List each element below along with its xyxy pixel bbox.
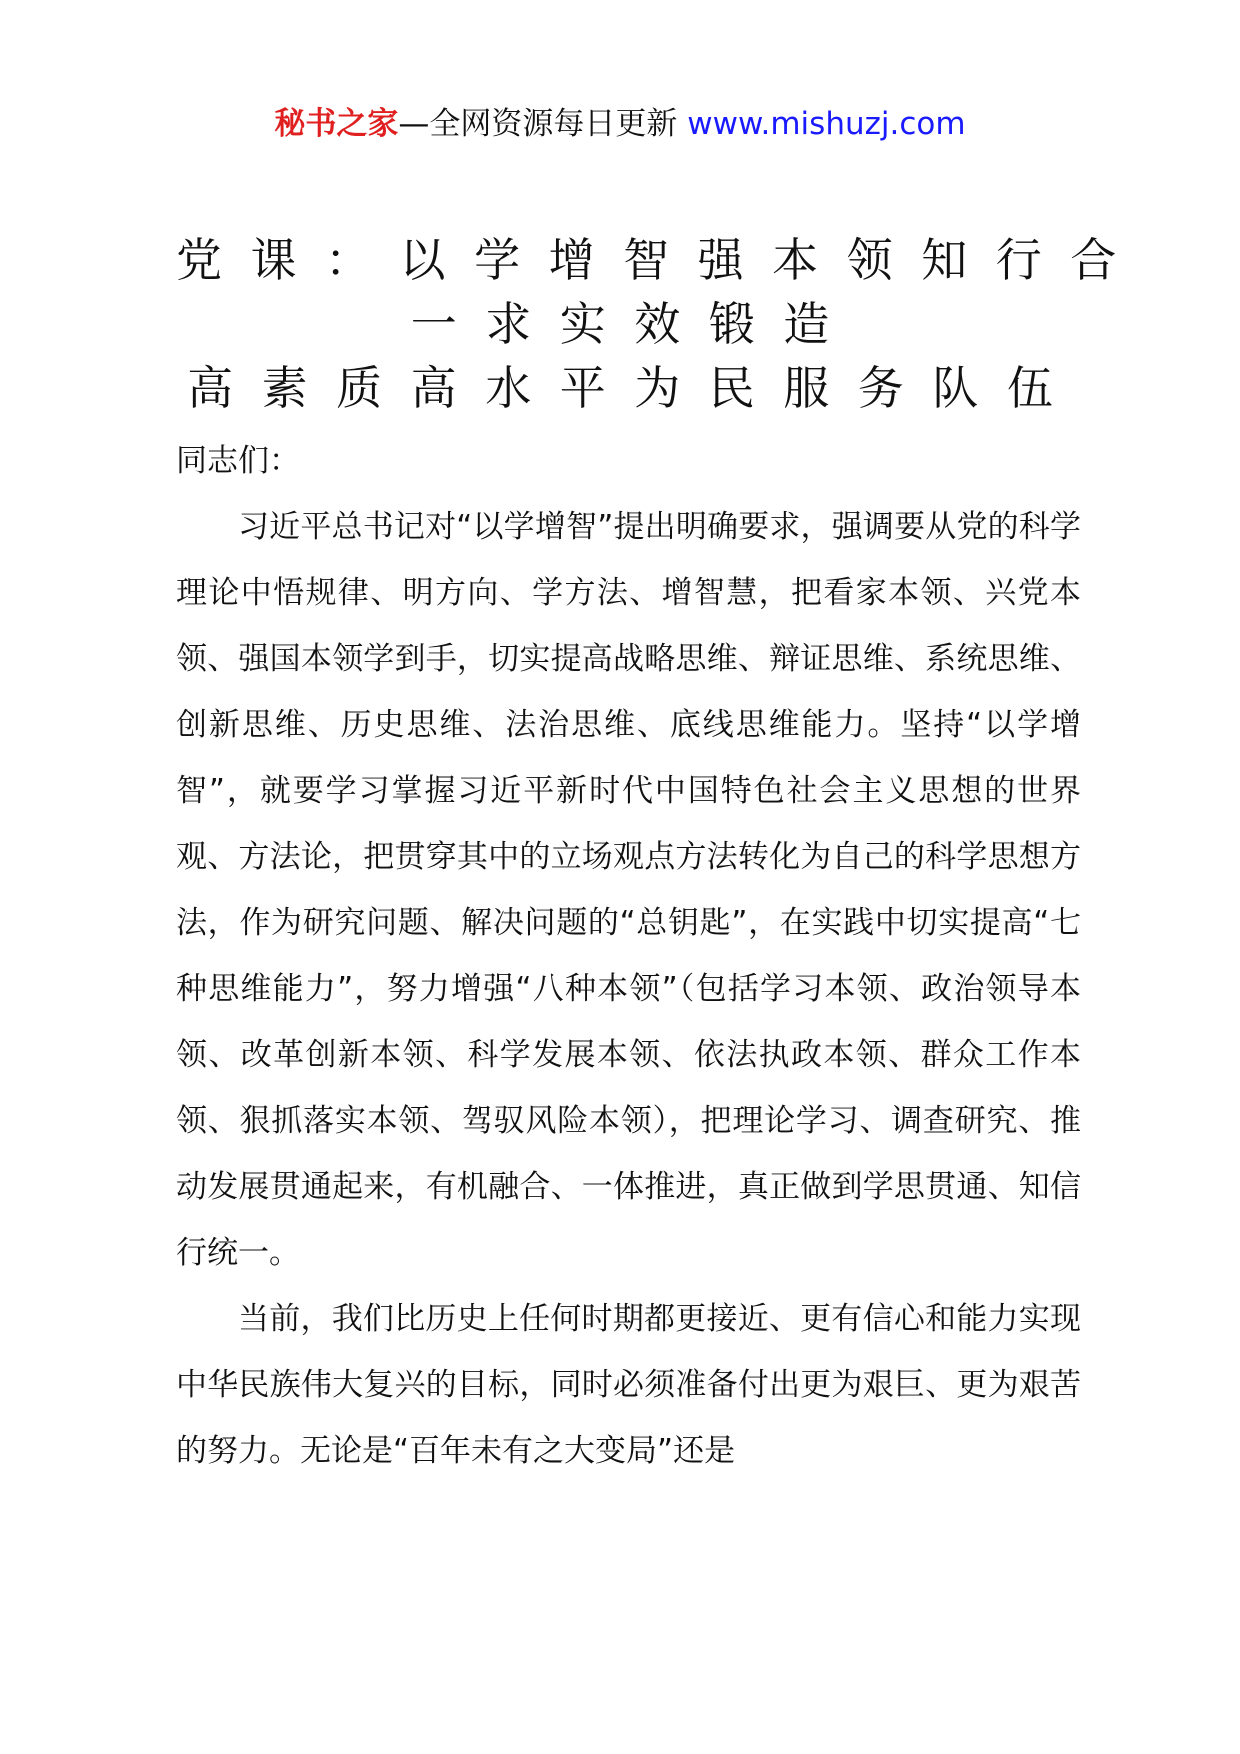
title-line-1: 党课：以学增智强本领知行合 <box>176 233 1145 287</box>
document-body <box>176 428 1081 1484</box>
salutation: 同志们： <box>176 443 300 479</box>
site-brand: 秘书之家 <box>274 106 399 142</box>
title-line-2: 一求实效锻造 <box>410 297 858 351</box>
site-url-link[interactable]: www.mishuzj.com <box>687 106 966 142</box>
paragraph-1: 习近平总书记对“以学增智”提出明确要求，强调要从党的科学理论中悟规律、明方向、学方法、增智慧，把看家本领、兴党本领、强国本领学到手，切实提高战略思维、辩证思维、系统思维、创新思维、历史思维、法治思维、底线思维能力。坚持“以学增智”，就要学习掌握习近平新时代中国特色社会主义思想的世界观、方法论，把贯穿其中的立场观点方法转化为自己的科学思想方法，作为研究问题、解决问题的“总钥匙”，在实践中切实提高“七种思维能力”，努力增强“八种本领”（包括学习本领、政治领导本领、改革创新本领、科学发展本领、依法执政本领、群众工作本领、狠抓落实本领、驾驭风险本领），把理论学习、调查研究、推动发展贯通起来，有机融合、一体推进，真正做到学思贯通、知信行统一。 <box>176 509 1081 1271</box>
document-title <box>176 228 1145 420</box>
paragraph-2: 当前，我们比历史上任何时期都更接近、更有信心和能力实现中华民族伟大复兴的目标，同时必须准备付出更为艰巨、更为艰苦的努力。无论是“百年未有之大变局”还是 <box>176 1301 1081 1469</box>
site-tagline: —全网资源每日更新 <box>398 106 688 142</box>
title-line-3: 高素质高水平为民服务队伍 <box>187 361 1082 415</box>
site-header <box>0 102 1240 146</box>
